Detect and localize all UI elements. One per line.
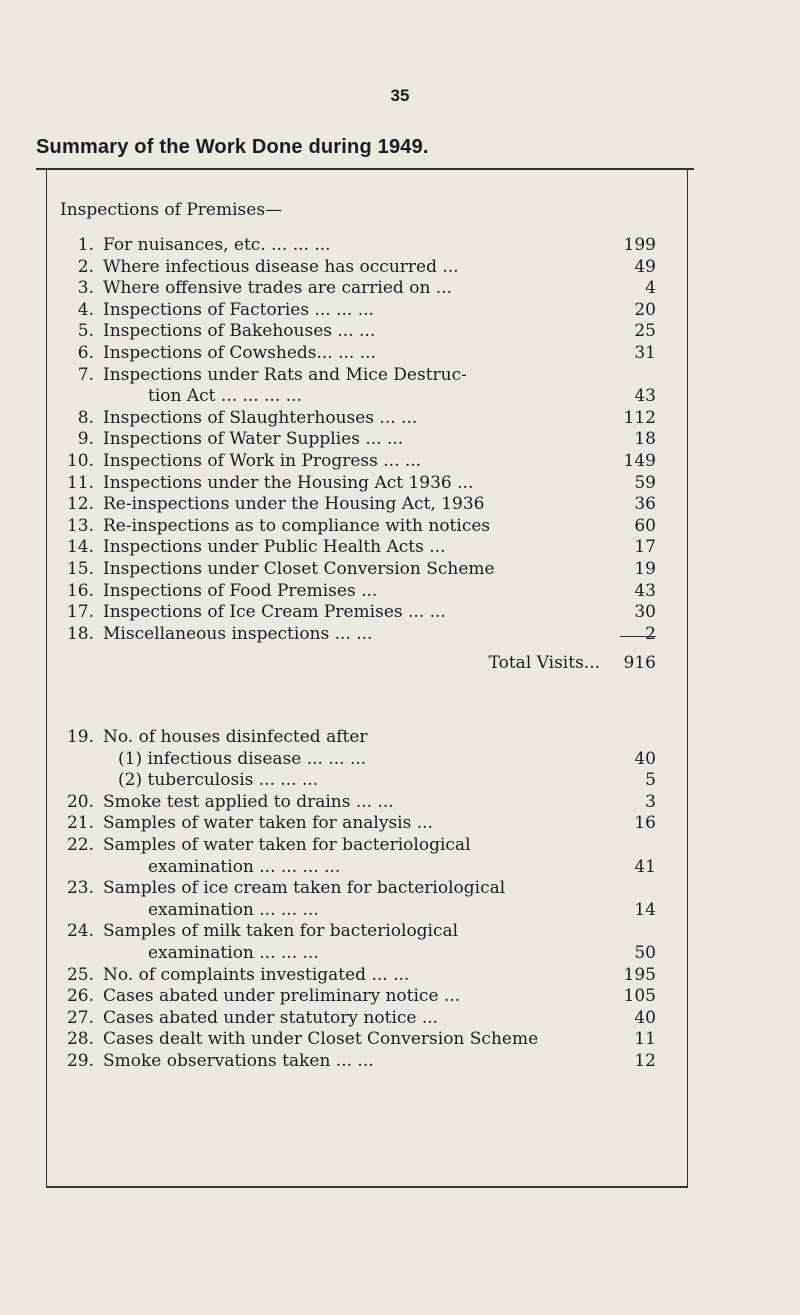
- item-number: 15.: [66, 559, 94, 579]
- item-label: Samples of water taken for bacteriological: [103, 835, 471, 855]
- item-label: Inspections of Slaughterhouses ... ...: [103, 407, 418, 428]
- item-number: 25.: [66, 964, 94, 985]
- item-number: 18.: [66, 623, 94, 644]
- item-number: 19.: [66, 727, 94, 747]
- item-label: Re-inspections under the Housing Act, 1936: [103, 494, 485, 515]
- item-number: 13.: [66, 515, 94, 536]
- item-label: Cases dealt with under Closet Conversion Scheme: [103, 1029, 539, 1050]
- item-number: 16.: [66, 580, 94, 601]
- item-value: 40: [634, 748, 656, 769]
- item-value: 43: [634, 580, 656, 601]
- item-label: Inspections under the Housing Act 1936 ...: [103, 472, 474, 493]
- item-number: 11.: [66, 472, 94, 493]
- item-label: Inspections under Public Health Acts ...: [103, 537, 446, 558]
- item-label: Inspections of Factories ... ... ...: [103, 299, 374, 320]
- section-heading: Inspections of Premises—: [60, 200, 283, 220]
- item-value: 50: [634, 943, 656, 963]
- list-item: [0, 1048, 800, 1074]
- total-label: Total Visits...: [488, 653, 600, 673]
- item-label: Inspections of Ice Cream Premises ... ...: [103, 602, 446, 623]
- item-value: 60: [634, 515, 656, 536]
- item-value: 195: [623, 964, 656, 985]
- item-label-continuation: examination ... ... ...: [148, 943, 319, 963]
- item-label: Inspections of Work in Progress ... ...: [103, 451, 422, 471]
- item-value: 17: [634, 537, 656, 558]
- item-label: Samples of ice cream taken for bacteriological: [103, 878, 506, 899]
- item-label: Inspections of Cowsheds... ... ...: [103, 343, 376, 363]
- item-value: 105: [623, 986, 656, 1007]
- item-label: No. of complaints investigated ... ...: [103, 964, 410, 985]
- item-number: 10.: [66, 451, 94, 471]
- item-value: 2: [645, 623, 656, 644]
- item-number: 4.: [77, 299, 94, 320]
- item-number: 3.: [77, 278, 94, 299]
- item-label: Where offensive trades are carried on ...: [103, 278, 453, 299]
- item-number: 5.: [77, 321, 94, 342]
- item-number: 6.: [77, 343, 94, 363]
- item-number: 8.: [77, 407, 94, 428]
- item-value: 112: [623, 407, 656, 428]
- item-label-continuation: examination ... ... ... ...: [148, 856, 341, 877]
- item-number: 2.: [77, 256, 94, 277]
- item-number: 14.: [66, 537, 94, 558]
- item-value: 41: [634, 856, 656, 877]
- item-number: 21.: [66, 813, 94, 834]
- item-number: 24.: [66, 921, 94, 942]
- item-value: 4: [645, 278, 656, 299]
- item-number: 22.: [66, 835, 94, 855]
- item-value: 20: [634, 299, 656, 320]
- item-label: Cases abated under preliminary notice ...: [103, 986, 461, 1007]
- list-item: [0, 621, 800, 647]
- item-label-continuation: tion Act ... ... ... ...: [148, 386, 302, 407]
- item-label: No. of houses disinfected after: [103, 727, 368, 747]
- item-label: Inspections of Food Premises ...: [103, 580, 378, 601]
- item-label: Samples of milk taken for bacteriological: [103, 921, 459, 942]
- item-label: Cases abated under statutory notice ...: [103, 1007, 439, 1028]
- item-value: 30: [634, 602, 656, 623]
- item-number: 26.: [66, 986, 94, 1007]
- item-number: 17.: [66, 602, 94, 623]
- item-value: 19: [634, 559, 656, 579]
- item-value: 5: [645, 770, 656, 791]
- item-value: 12: [634, 1051, 656, 1071]
- item-number: 28.: [66, 1029, 94, 1050]
- item-value: 149: [623, 451, 656, 471]
- item-number: 27.: [66, 1007, 94, 1028]
- item-number: 20.: [66, 791, 94, 812]
- item-label: Samples of water taken for analysis ...: [103, 813, 433, 834]
- item-label-continuation: examination ... ... ...: [148, 899, 319, 920]
- item-value: 11: [634, 1029, 656, 1050]
- item-number: 1.: [77, 235, 94, 255]
- total-rule: [620, 636, 656, 637]
- item-value: 18: [634, 429, 656, 450]
- item-label: Inspections of Bakehouses ... ...: [103, 321, 376, 342]
- item-number: 7.: [77, 364, 94, 385]
- total-value: 916: [623, 653, 656, 673]
- item-number: 29.: [66, 1051, 94, 1071]
- item-label: (1) infectious disease ... ... ...: [118, 748, 367, 769]
- item-number: 12.: [66, 494, 94, 515]
- total-row: [0, 650, 800, 676]
- page-number: 35: [390, 86, 410, 105]
- item-label: (2) tuberculosis ... ... ...: [118, 770, 319, 791]
- page-title: Summary of the Work Done during 1949.: [36, 136, 429, 158]
- item-value: 40: [634, 1007, 656, 1028]
- item-label: Miscellaneous inspections ... ...: [103, 623, 373, 644]
- item-label: Re-inspections as to compliance with notices: [103, 515, 491, 536]
- item-value: 36: [634, 494, 656, 515]
- item-label: Where infectious disease has occurred ...: [103, 256, 459, 277]
- item-label: Inspections of Water Supplies ... ...: [103, 429, 404, 450]
- item-label: Inspections under Closet Conversion Scheme: [103, 559, 495, 579]
- item-value: 14: [634, 899, 656, 920]
- item-label: For nuisances, etc. ... ... ...: [103, 235, 331, 255]
- item-label: Inspections under Rats and Mice Destruc-: [103, 364, 467, 385]
- item-value: 59: [634, 472, 656, 493]
- item-value: 3: [645, 791, 656, 812]
- item-value: 43: [634, 386, 656, 407]
- item-value: 31: [634, 343, 656, 363]
- item-value: 16: [634, 813, 656, 834]
- item-value: 49: [634, 256, 656, 277]
- item-number: 23.: [66, 878, 94, 899]
- item-label: Smoke test applied to drains ... ...: [103, 791, 394, 812]
- item-number: 9.: [77, 429, 94, 450]
- item-label: Smoke observations taken ... ...: [103, 1051, 374, 1071]
- item-value: 199: [623, 235, 656, 255]
- item-value: 25: [634, 321, 656, 342]
